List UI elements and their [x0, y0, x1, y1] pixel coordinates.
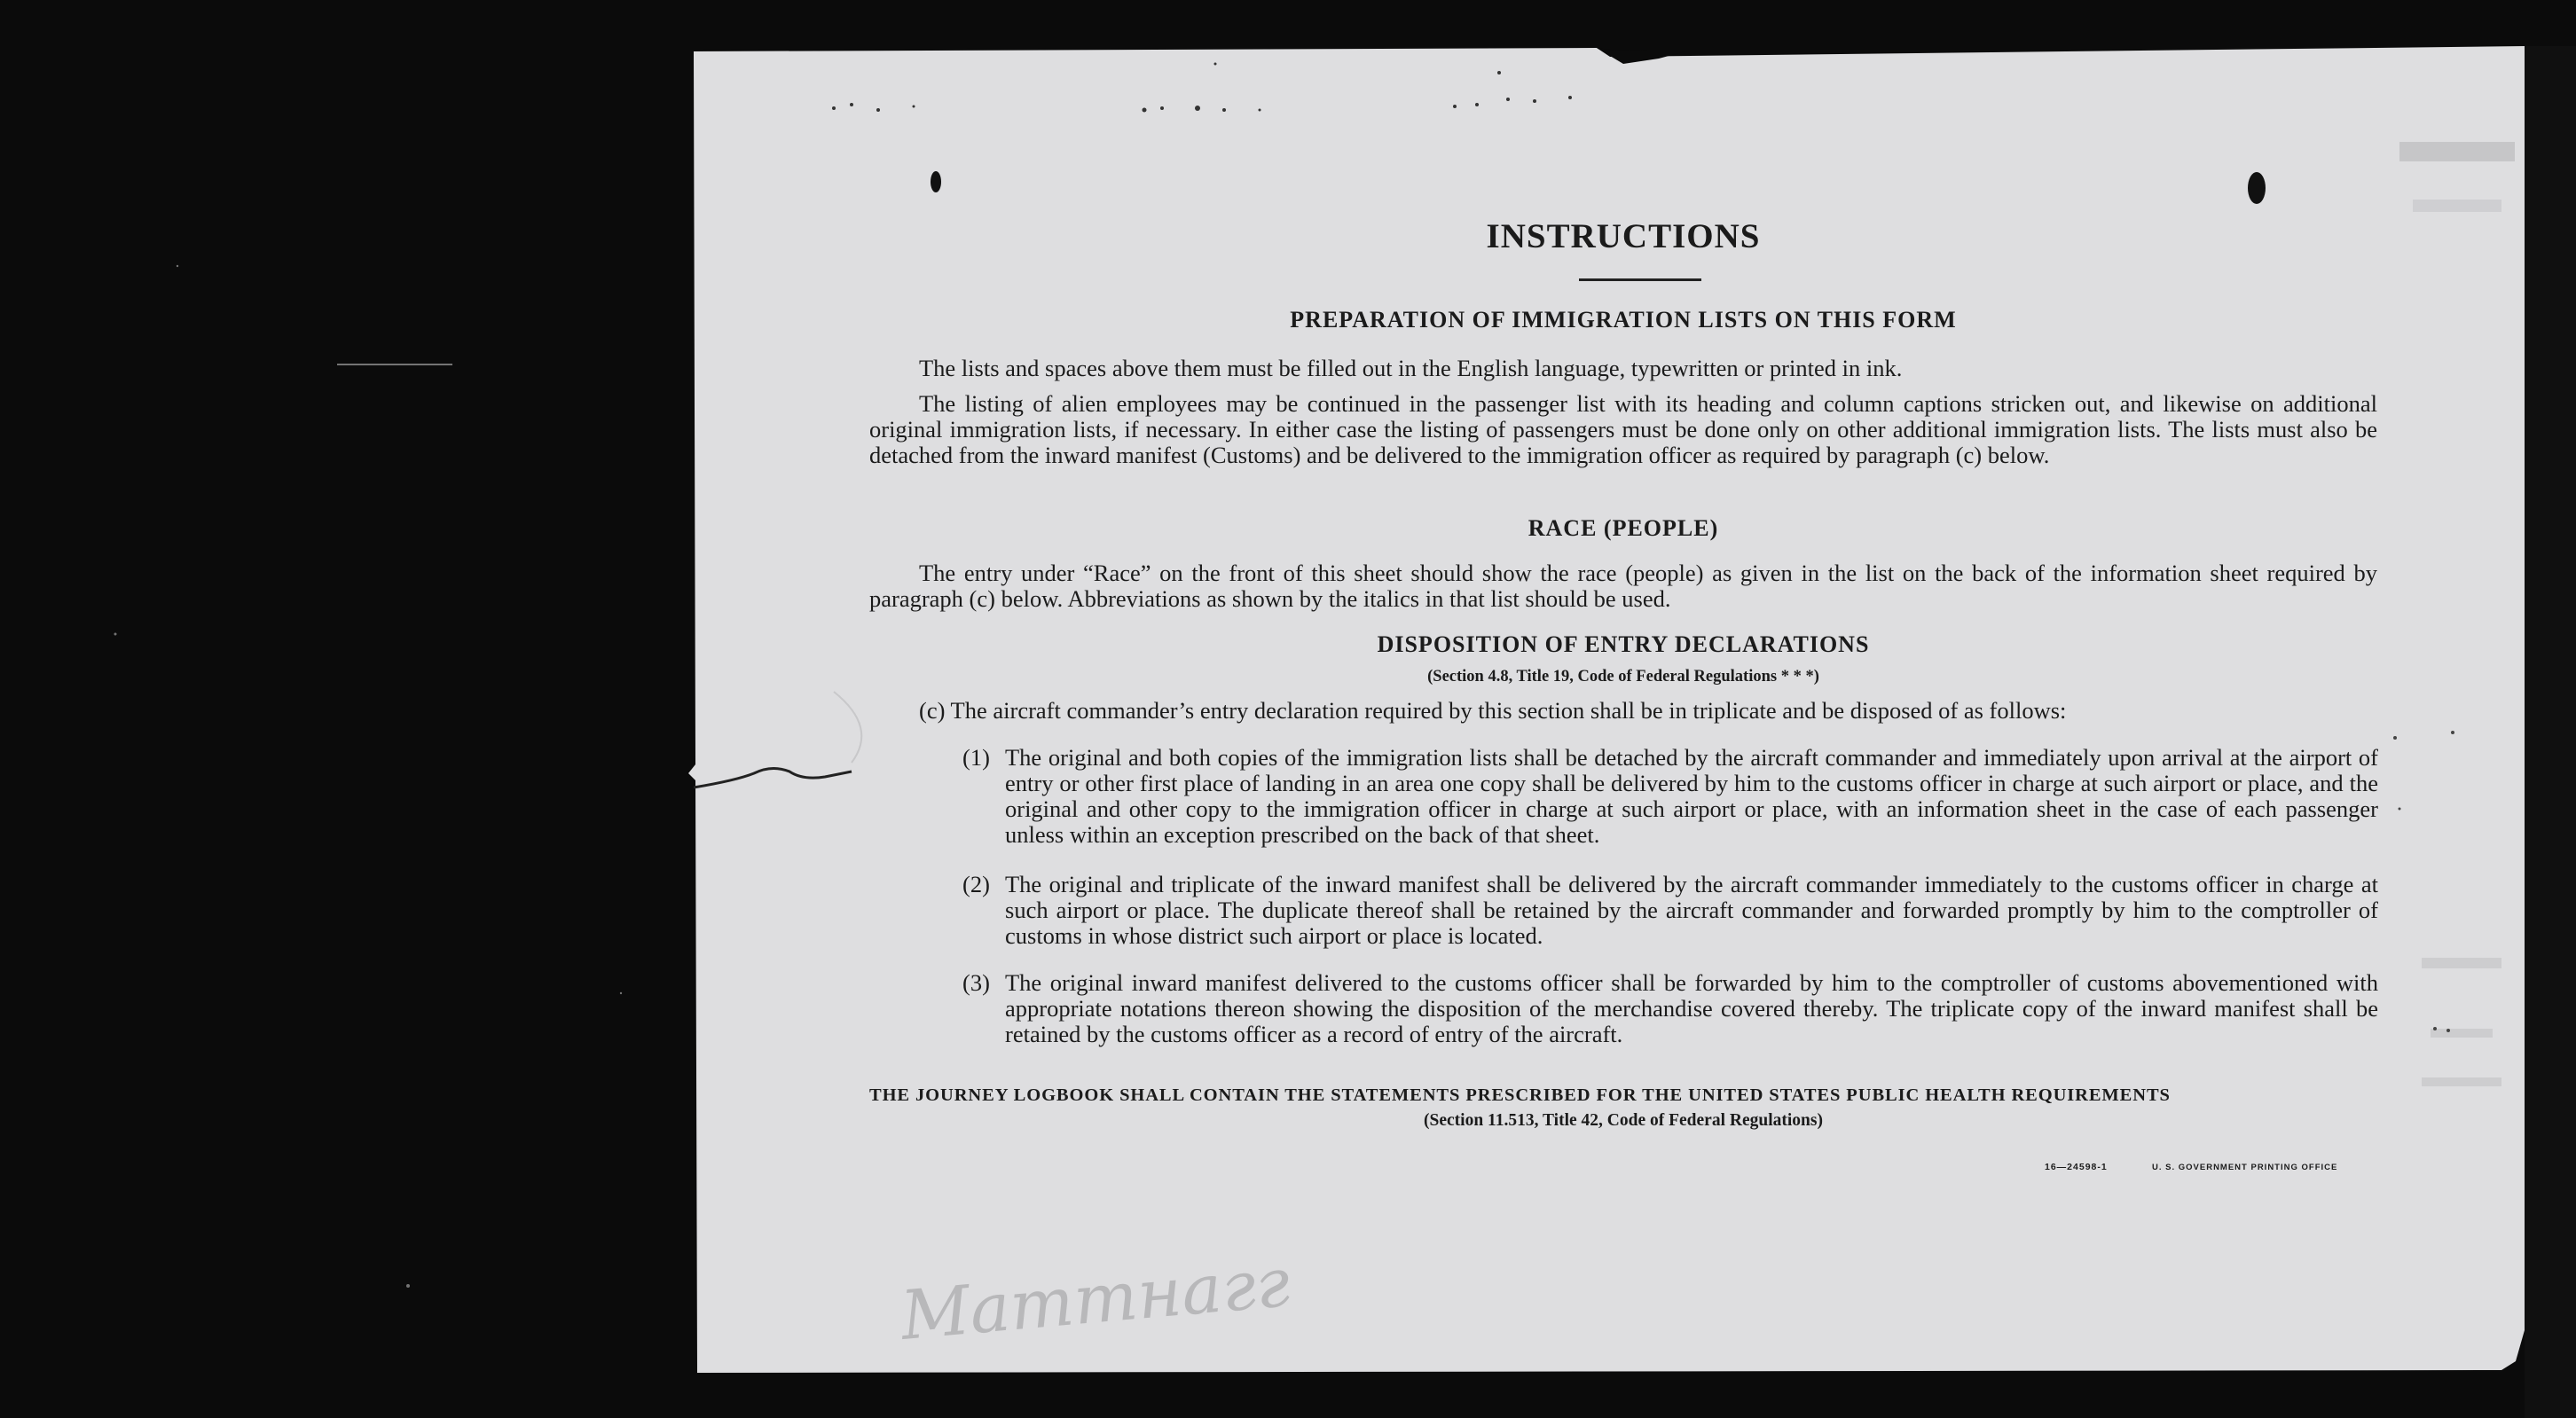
section-heading-preparation: PREPARATION OF IMMIGRATION LISTS ON THIS FORM [1290, 307, 1957, 333]
disposition-item-1 [962, 745, 2378, 848]
preparation-paragraph-1-text: The lists and spaces above them must be filled out in the English language, typewritten or printed in ink. [919, 355, 1903, 381]
item-3-text: The original inward manifest delivered to the customs officer shall be forwarded by him to the comptroller of customs abovementioned with appropriate notations thereon showing the disposition of the merchandise covered thereby. The triplicate copy of the inward manifest shall be retained by the customs officer as a record of entry of the aircraft. [1005, 969, 2378, 1047]
form-number: 16—24598-1 [2045, 1162, 2108, 1172]
logbook-citation: (Section 11.513, Title 42, Code of Federal Regulations) [1424, 1111, 1823, 1130]
item-3-number: (3) [962, 969, 990, 996]
printer-imprint: U. S. GOVERNMENT PRINTING OFFICE [2152, 1163, 2338, 1172]
preparation-paragraph-1 [869, 356, 2377, 381]
item-1-number: (1) [962, 744, 990, 771]
item-2-text: The original and triplicate of the inward manifest shall be delivered by the aircraft commander immediately to the customs officer in charge at such airport or place. The duplicate thereof shall be retained by the aircraft commander and forwarded promptly by him to the comptroller of customs in whose district such airport or place is located. [1005, 871, 2378, 949]
page-title: INSTRUCTIONS [1486, 217, 1761, 255]
section-heading-disposition: DISPOSITION OF ENTRY DECLARATIONS [1377, 631, 1870, 657]
section-heading-race: RACE (PEOPLE) [1528, 515, 1719, 541]
logbook-statement: THE JOURNEY LOGBOOK SHALL CONTAIN THE STATEMENTS PRESCRIBED FOR THE UNITED STATES PUBLIC HEALTH REQUIREMENTS [869, 1085, 2171, 1105]
item-2-number: (2) [962, 871, 990, 897]
disposition-item-3 [962, 970, 2378, 1047]
disposition-citation: (Section 4.8, Title 19, Code of Federal Regulations * * *) [1427, 668, 1819, 685]
preparation-paragraph-2: The listing of alien employees may be continued in the passenger list with its heading and column captions stricken out, and likewise on additional original immigration lists, if necessary. In either case the listing of passengers must be done only on other additional immigration lists. The lists must also be detached from the inward manifest (Customs) and be delivered to the immigration officer as required by paragraph (c) below. [869, 390, 2377, 468]
race-paragraph: The entry under “Race” on the front of this sheet should show the race (people) as given in the list on the back of the information sheet required by paragraph (c) below. Abbreviations as shown by the italics in that list should be used. [869, 560, 2377, 612]
title-underline [1579, 278, 1701, 281]
disposition-item-2 [962, 872, 2378, 949]
disposition-intro: (c) The aircraft commander’s entry declaration required by this section shall be in triplicate and be disposed of as follows: [919, 697, 2067, 724]
item-1-text: The original and both copies of the immigration lists shall be detached by the aircraft commander and immediately upon arrival at the airport of entry or other first place of landing in an area one copy shall be delivered by him to the customs officer in charge at such airport or place, and the original and other copy to the immigration officer in charge at such airport or place, with an information sheet in the case of each passenger unless within an exception prescribed on the back of that sheet. [1005, 744, 2378, 848]
faint-signature: Маттнагг [897, 1242, 1293, 1355]
